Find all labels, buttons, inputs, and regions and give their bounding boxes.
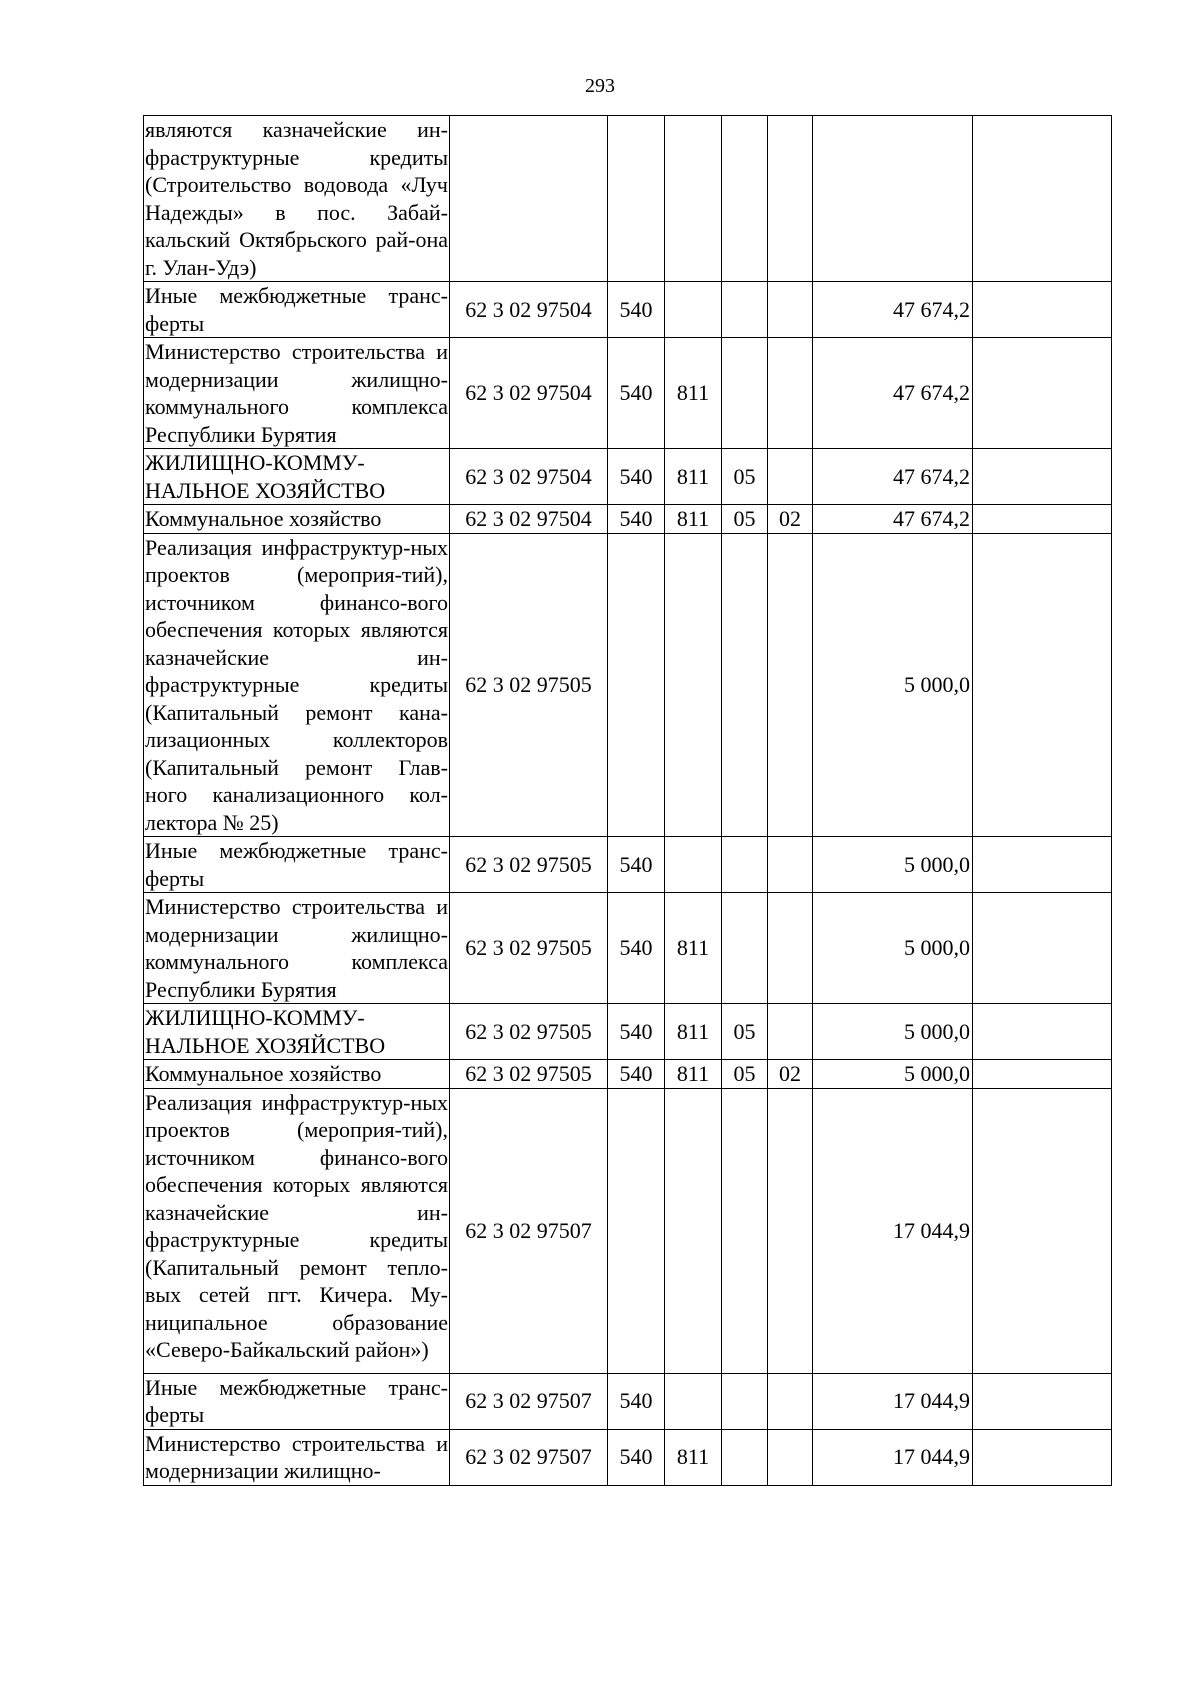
row-name-cell: Министерство строительства и модернизации жилищно- xyxy=(145,1430,448,1483)
row-department-cell: 811 xyxy=(665,1060,722,1089)
row-section-cell xyxy=(722,1429,768,1485)
row-amount-cell: 47 674,2 xyxy=(813,338,973,449)
table-row xyxy=(144,837,1112,893)
row-amount-cell: 47 674,2 xyxy=(813,449,973,505)
row-target-article-cell: 62 3 02 97504 xyxy=(450,338,608,449)
row-name-cell: Реализация инфраструктур-ных проектов (мероприя-тий), источником финансо-вого обеспечения которых являются казначейские ин-фраструктурные кредиты (Капитальный ремонт кана-лизационных коллекторов (Капитальный ремонт Глав-ного канализационного кол-лектора № 25) xyxy=(145,534,448,835)
table-row xyxy=(144,893,1112,1004)
row-amount-cell: 17 044,9 xyxy=(813,1373,973,1429)
row-department-cell xyxy=(665,116,722,282)
row-subsection-cell xyxy=(768,1088,813,1373)
row-expense-type-cell: 540 xyxy=(608,282,665,338)
row-amount-cell: 5 000,0 xyxy=(813,533,973,837)
row-subsection-cell xyxy=(768,837,813,893)
row-target-article-cell: 62 3 02 97505 xyxy=(450,1004,608,1060)
row-expense-type-cell: 540 xyxy=(608,1004,665,1060)
table-row xyxy=(144,1004,1112,1060)
row-section-cell: 05 xyxy=(722,1060,768,1089)
row-name-cell: Министерство строительства и модернизации жилищно-коммунального комплекса Республики Бурятия xyxy=(145,339,448,447)
row-subsection-cell xyxy=(768,116,813,282)
row-section-cell xyxy=(722,282,768,338)
row-name-cell: ЖИЛИЩНО-КОММУ-НАЛЬНОЕ ХОЗЯЙСТВО xyxy=(144,449,450,505)
table-row xyxy=(144,533,1112,837)
page-number: 293 xyxy=(585,75,615,97)
row-department-cell xyxy=(665,533,722,837)
table-row xyxy=(144,1060,1112,1089)
row-extra-cell xyxy=(973,1088,1112,1373)
row-department-cell: 811 xyxy=(665,505,722,534)
row-expense-type-cell xyxy=(608,1088,665,1373)
row-expense-type-cell: 540 xyxy=(608,1060,665,1089)
row-department-cell xyxy=(665,837,722,893)
row-department-cell xyxy=(665,1088,722,1373)
budget-table-body xyxy=(144,116,1112,1486)
row-subsection-cell xyxy=(768,533,813,837)
row-subsection-cell xyxy=(768,282,813,338)
row-section-cell xyxy=(722,1088,768,1373)
table-row xyxy=(144,282,1112,338)
row-target-article-cell: 62 3 02 97507 xyxy=(450,1373,608,1429)
row-amount-cell: 5 000,0 xyxy=(813,1004,973,1060)
row-section-cell: 05 xyxy=(722,1004,768,1060)
row-section-cell: 05 xyxy=(722,505,768,534)
row-subsection-cell xyxy=(768,449,813,505)
row-department-cell: 811 xyxy=(665,893,722,1004)
row-expense-type-cell: 540 xyxy=(608,505,665,534)
row-target-article-cell: 62 3 02 97505 xyxy=(450,533,608,837)
row-name-cell: Министерство строительства и модернизации жилищно-коммунального комплекса Республики Бурятия xyxy=(145,894,448,1002)
row-extra-cell xyxy=(973,893,1112,1004)
row-target-article-cell: 62 3 02 97507 xyxy=(450,1088,608,1373)
row-extra-cell xyxy=(973,282,1112,338)
row-extra-cell xyxy=(973,1060,1112,1089)
row-name-cell: ЖИЛИЩНО-КОММУ-НАЛЬНОЕ ХОЗЯЙСТВО xyxy=(144,1004,450,1060)
row-amount-cell xyxy=(813,116,973,282)
row-extra-cell xyxy=(973,837,1112,893)
row-name-cell: Иные межбюджетные транс-ферты xyxy=(145,1374,448,1427)
row-amount-cell: 5 000,0 xyxy=(813,1060,973,1089)
table-row xyxy=(144,1088,1112,1373)
row-expense-type-cell: 540 xyxy=(608,893,665,1004)
row-department-cell xyxy=(665,282,722,338)
row-extra-cell xyxy=(973,449,1112,505)
table-row xyxy=(144,338,1112,449)
table-row xyxy=(144,1429,1112,1485)
row-name-cell: Реализация инфраструктур-ных проектов (мероприя-тий), источником финансо-вого обеспечения которых являются казначейские ин-фраструктурные кредиты (Капитальный ремонт тепло-вых сетей пгт. Кичера. Му-ниципальное образование «Северо-Байкальский район») xyxy=(144,1088,450,1373)
row-extra-cell xyxy=(973,533,1112,837)
row-extra-cell xyxy=(973,1004,1112,1060)
row-expense-type-cell: 540 xyxy=(608,1429,665,1485)
row-amount-cell: 5 000,0 xyxy=(813,893,973,1004)
row-section-cell xyxy=(722,338,768,449)
row-subsection-cell xyxy=(768,1004,813,1060)
row-expense-type-cell: 540 xyxy=(608,1373,665,1429)
row-subsection-cell xyxy=(768,893,813,1004)
row-name-cell: Иные межбюджетные транс-ферты xyxy=(145,838,448,891)
row-section-cell xyxy=(722,533,768,837)
row-target-article-cell: 62 3 02 97505 xyxy=(450,837,608,893)
row-target-article-cell: 62 3 02 97505 xyxy=(450,1060,608,1089)
row-name-cell: Коммунальное хозяйство xyxy=(144,505,450,534)
table-row xyxy=(144,116,1112,282)
row-subsection-cell xyxy=(768,1373,813,1429)
row-expense-type-cell xyxy=(608,533,665,837)
row-department-cell: 811 xyxy=(665,1004,722,1060)
row-section-cell xyxy=(722,116,768,282)
row-extra-cell xyxy=(973,338,1112,449)
row-name-cell: являются казначейские ин-фраструктурные кредиты (Строительство водовода «Луч Надежды» в пос. Забай-кальский Октябрьского рай-она г. Улан-Удэ) xyxy=(145,117,448,280)
row-subsection-cell: 02 xyxy=(768,505,813,534)
row-name-cell: Иные межбюджетные транс-ферты xyxy=(145,283,448,336)
budget-table xyxy=(143,115,1112,1486)
row-target-article-cell: 62 3 02 97504 xyxy=(450,505,608,534)
row-extra-cell xyxy=(973,1429,1112,1485)
row-department-cell: 811 xyxy=(665,449,722,505)
row-section-cell xyxy=(722,837,768,893)
row-amount-cell: 17 044,9 xyxy=(813,1429,973,1485)
row-extra-cell xyxy=(973,505,1112,534)
row-department-cell xyxy=(665,1373,722,1429)
table-row xyxy=(144,1373,1112,1429)
row-amount-cell: 17 044,9 xyxy=(813,1088,973,1373)
row-amount-cell: 47 674,2 xyxy=(813,282,973,338)
row-target-article-cell: 62 3 02 97504 xyxy=(450,449,608,505)
row-target-article-cell: 62 3 02 97507 xyxy=(450,1429,608,1485)
row-section-cell xyxy=(722,1373,768,1429)
row-amount-cell: 5 000,0 xyxy=(813,837,973,893)
row-name-cell: Коммунальное хозяйство xyxy=(144,1060,450,1089)
table-row xyxy=(144,505,1112,534)
row-department-cell: 811 xyxy=(665,338,722,449)
row-expense-type-cell: 540 xyxy=(608,449,665,505)
table-row xyxy=(144,449,1112,505)
row-target-article-cell xyxy=(450,116,608,282)
row-amount-cell: 47 674,2 xyxy=(813,505,973,534)
row-extra-cell xyxy=(973,1373,1112,1429)
row-target-article-cell: 62 3 02 97504 xyxy=(450,282,608,338)
row-expense-type-cell xyxy=(608,116,665,282)
row-subsection-cell xyxy=(768,1429,813,1485)
row-department-cell: 811 xyxy=(665,1429,722,1485)
row-subsection-cell xyxy=(768,338,813,449)
row-target-article-cell: 62 3 02 97505 xyxy=(450,893,608,1004)
row-subsection-cell: 02 xyxy=(768,1060,813,1089)
row-expense-type-cell: 540 xyxy=(608,338,665,449)
row-section-cell xyxy=(722,893,768,1004)
row-extra-cell xyxy=(973,116,1112,282)
row-section-cell: 05 xyxy=(722,449,768,505)
row-expense-type-cell: 540 xyxy=(608,837,665,893)
